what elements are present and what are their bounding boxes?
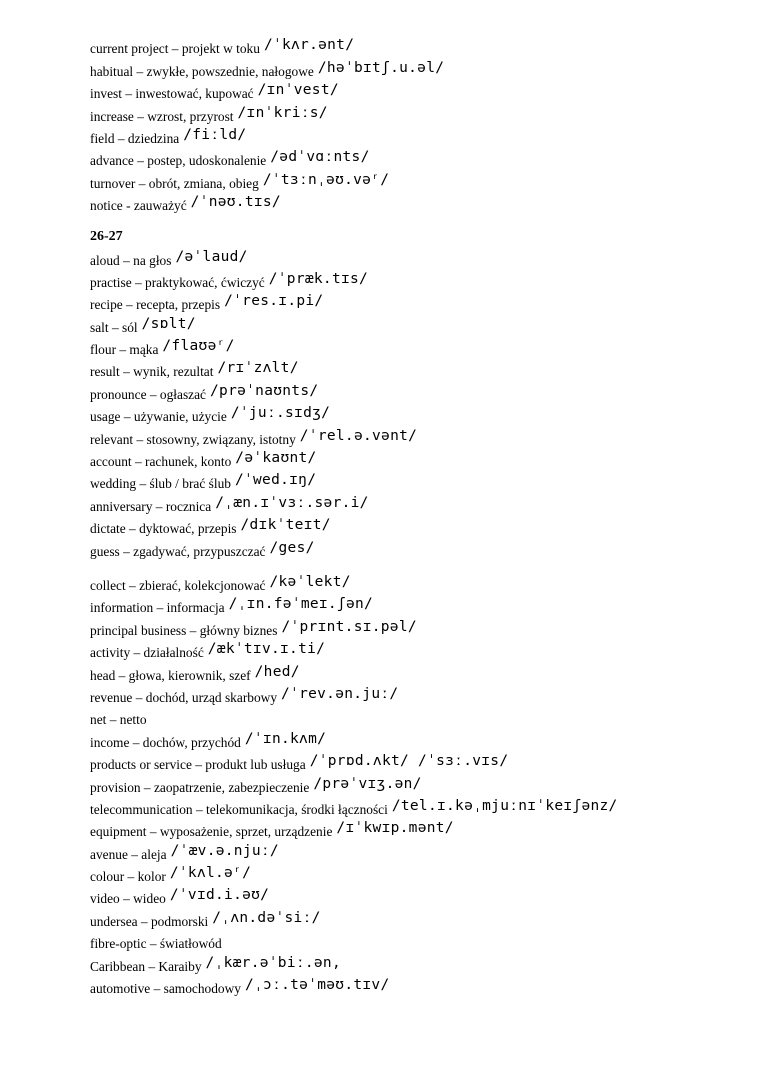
entry-pronunciation: /ˈnəʊ.tɪs/	[190, 194, 281, 211]
vocabulary-entry	[90, 514, 730, 536]
vocabulary-entry	[90, 357, 730, 379]
entry-pronunciation: /sɒlt/	[141, 315, 196, 332]
entry-pronunciation: /ɪnˈkriːs/	[237, 104, 328, 121]
entry-pronunciation: /ˈtɜːnˌəʊ.vəʳ/	[262, 171, 390, 188]
entry-term: products or service – produkt lub usługa	[90, 757, 306, 773]
vocabulary-entry	[90, 705, 730, 727]
entry-term: notice - zauważyć	[90, 198, 187, 214]
entry-pronunciation: /flaʊəʳ/	[162, 338, 235, 355]
vocabulary-entry	[90, 884, 730, 906]
entry-pronunciation: /prəˈvɪʒ.ən/	[313, 775, 422, 792]
entry-pronunciation: /ədˈvɑːnts/	[270, 149, 370, 166]
vocabulary-entry	[90, 312, 730, 334]
entry-term: result – wynik, rezultat	[90, 364, 214, 380]
vocabulary-entry	[90, 290, 730, 312]
entry-pronunciation: /ˈjuː.sɪdʒ/	[230, 405, 331, 422]
vocabulary-entry	[90, 79, 730, 101]
entry-term: anniversary – rocznica	[90, 498, 212, 514]
entry-pronunciation: /rɪˈzʌlt/	[217, 360, 299, 377]
entry-term: fibre-optic – światłowód	[90, 936, 222, 952]
vocabulary-entry	[90, 424, 730, 446]
entry-term: salt – sól	[90, 319, 138, 335]
entry-pronunciation: /ˌɪn.fəˈmeɪ.ʃən/	[228, 596, 374, 613]
entry-pronunciation: /ges/	[269, 539, 315, 556]
entry-pronunciation: /həˈbɪtʃ.u.əl/	[317, 59, 445, 76]
vocabulary-entry	[90, 817, 730, 839]
entry-pronunciation: /dɪkˈteɪt/	[240, 517, 331, 534]
entry-term: video – wideo	[90, 891, 166, 907]
entry-pronunciation: /ˌʌn.dəˈsiː/	[212, 909, 321, 926]
vocabulary-entry	[90, 974, 730, 996]
entry-pronunciation: /ˌkær.əˈbiː.ən,	[205, 954, 341, 971]
vocabulary-entry	[90, 795, 730, 817]
entry-pronunciation: /ˌæn.ɪˈvɜː.sər.i/	[215, 494, 369, 511]
vocabulary-entry	[90, 491, 730, 513]
entry-term: relevant – stosowny, związany, istotny	[90, 431, 296, 447]
entry-pronunciation: /ˈrel.ə.vənt/	[299, 427, 418, 444]
entry-pronunciation: /tel.ɪ.kəˌmjuːnɪˈkeɪʃənz/	[391, 797, 618, 814]
section-heading: 26-27	[90, 229, 123, 245]
entry-pronunciation: /ˈkʌr.ənt/	[263, 37, 355, 54]
entry-term: pronounce – ogłaszać	[90, 386, 207, 402]
entry-term: current project – projekt w toku	[90, 41, 260, 57]
vocabulary-entry	[90, 34, 730, 56]
entry-term: aloud – na głos	[90, 252, 172, 268]
entry-term: collect – zbierać, kolekcjonować	[90, 577, 266, 593]
vocabulary-entry	[90, 335, 730, 357]
entry-term: automotive – samochodowy	[90, 981, 241, 997]
entry-term: habitual – zwykłe, powszednie, nałogowe	[90, 63, 314, 79]
entry-term: telecommunication – telekomunikacja, środki łączności	[90, 801, 388, 817]
entry-term: advance – postep, udoskonalenie	[90, 153, 267, 169]
entry-term: colour – kolor	[90, 869, 166, 885]
entry-term: income – dochów, przychód	[90, 734, 241, 750]
entry-pronunciation: /əˈlaud/	[175, 248, 248, 265]
entry-term: Caribbean – Karaiby	[90, 958, 202, 974]
entry-pronunciation: /ˈrev.ən.juː/	[281, 685, 399, 702]
entry-term: increase – wzrost, przyrost	[90, 108, 234, 124]
entry-term: avenue – aleja	[90, 846, 167, 862]
entry-pronunciation: /ˈkʌl.əʳ/	[169, 865, 252, 882]
entry-pronunciation: /ˈɪn.kʌm/	[244, 730, 327, 747]
entry-pronunciation: /ækˈtɪv.ɪ.ti/	[207, 641, 326, 658]
vocabulary-entry	[90, 268, 730, 290]
vocabulary-entry	[90, 839, 730, 861]
vocabulary-entry	[90, 906, 730, 928]
entry-term: practise – praktykować, ćwiczyć	[90, 274, 265, 290]
vocabulary-list-c	[90, 571, 730, 996]
vocabulary-entry	[90, 101, 730, 123]
vocabulary-entry	[90, 615, 730, 637]
vocabulary-entry	[90, 447, 730, 469]
vocabulary-entry	[90, 683, 730, 705]
vocabulary-entry	[90, 168, 730, 190]
entry-term: account – rachunek, konto	[90, 454, 232, 470]
entry-pronunciation: /ɪˈkwɪp.mənt/	[336, 820, 454, 837]
vocabulary-entry	[90, 638, 730, 660]
entry-term: information – informacja	[90, 600, 225, 616]
vocabulary-entry	[90, 727, 730, 749]
entry-pronunciation: /kəˈlekt/	[269, 573, 351, 590]
entry-term: activity – działalność	[90, 645, 204, 661]
vocabulary-list-b	[90, 245, 730, 558]
entry-pronunciation: /ɪnˈvest/	[257, 82, 339, 99]
entry-term: guess – zgadywać, przypuszczać	[90, 543, 266, 559]
entry-term: provision – zaopatrzenie, zabezpieczenie	[90, 779, 310, 795]
entry-term: wedding – ślub / brać ślub	[90, 476, 231, 492]
entry-term: equipment – wyposażenie, sprzet, urządzenie	[90, 824, 333, 840]
entry-pronunciation: /fiːld/	[183, 126, 247, 143]
vocabulary-entry	[90, 379, 730, 401]
vocabulary-entry	[90, 750, 730, 772]
entry-term: flour – mąka	[90, 342, 159, 358]
vocabulary-entry	[90, 951, 730, 973]
vocabulary-entry	[90, 402, 730, 424]
entry-pronunciation: /əˈkaʊnt/	[235, 450, 317, 467]
vocabulary-entry	[90, 536, 730, 558]
entry-term: turnover – obrót, zmiana, obieg	[90, 175, 259, 191]
entry-term: revenue – dochód, urząd skarbowy	[90, 689, 278, 705]
vocabulary-entry	[90, 571, 730, 593]
entry-pronunciation: /ˈæv.ə.njuː/	[170, 842, 279, 859]
entry-pronunciation: /ˈres.ɪ.pi/	[224, 293, 324, 310]
vocabulary-entry	[90, 660, 730, 682]
entry-term: head – głowa, kierownik, szef	[90, 667, 251, 683]
entry-pronunciation: /hed/	[254, 663, 300, 680]
vocabulary-entry	[90, 929, 730, 951]
vocabulary-entry	[90, 124, 730, 146]
entry-term: net – netto	[90, 712, 147, 728]
entry-term: principal business – główny biznes	[90, 622, 278, 638]
vocabulary-entry	[90, 862, 730, 884]
entry-term: invest – inwestować, kupować	[90, 86, 254, 102]
vocabulary-entry	[90, 772, 730, 794]
vocabulary-entry	[90, 245, 730, 267]
vocabulary-entry	[90, 191, 730, 213]
entry-pronunciation: /ˈprɒd.ʌkt/ /ˈsɜː.vɪs/	[309, 753, 509, 770]
entry-term: dictate – dyktować, przepis	[90, 521, 237, 537]
entry-pronunciation: /prəˈnaʊnts/	[210, 382, 319, 399]
vocabulary-entry	[90, 593, 730, 615]
entry-term: field – dziedzina	[90, 130, 180, 146]
entry-pronunciation: /ˈvɪd.i.əʊ/	[169, 887, 270, 904]
entry-term: recipe – recepta, przepis	[90, 297, 221, 313]
entry-pronunciation: /ˈpræk.tɪs/	[268, 270, 369, 287]
vocabulary-entry	[90, 469, 730, 491]
entry-pronunciation: /ˈprɪnt.sɪ.pəl/	[281, 618, 417, 635]
entry-term: usage – używanie, użycie	[90, 409, 227, 425]
entry-pronunciation: /ˌɔː.təˈməʊ.tɪv/	[245, 977, 390, 994]
vocabulary-entry	[90, 146, 730, 168]
vocabulary-list-a	[90, 34, 730, 213]
vocabulary-page	[90, 34, 730, 996]
entry-term: undersea – podmorski	[90, 913, 209, 929]
entry-pronunciation: /ˈwed.ɪŋ/	[234, 472, 317, 489]
vocabulary-entry	[90, 56, 730, 78]
